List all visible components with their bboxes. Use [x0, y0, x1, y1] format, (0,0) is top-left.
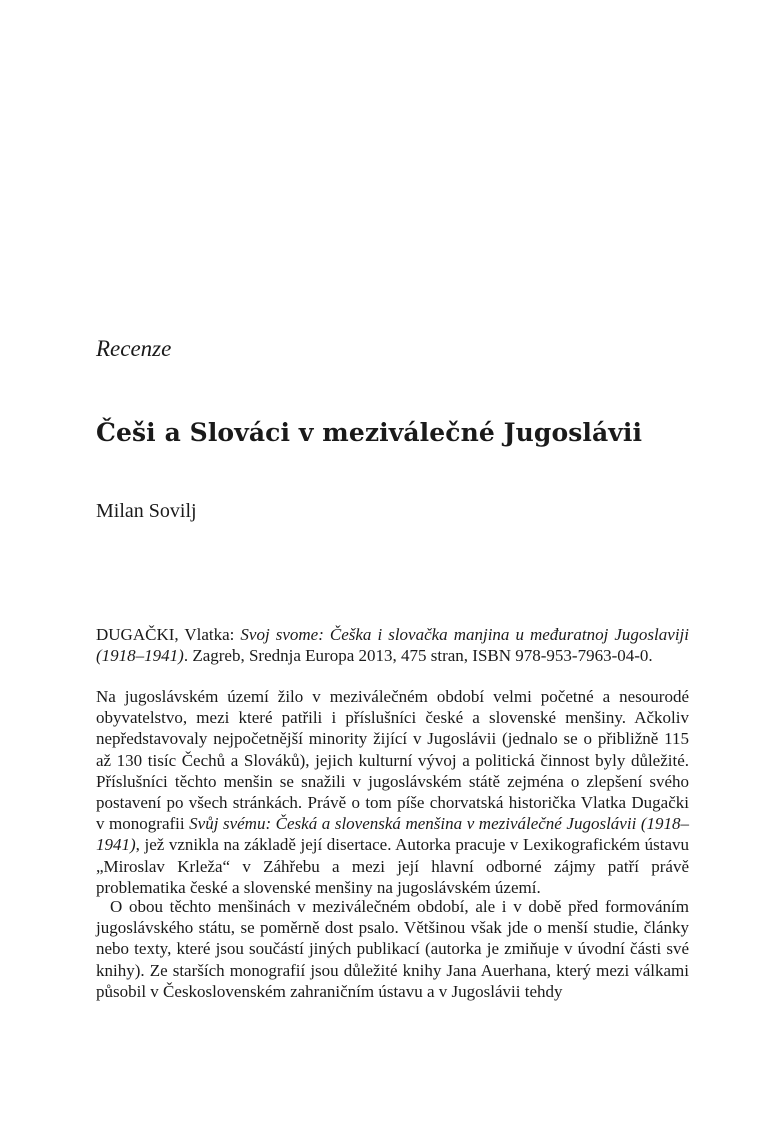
citation-author: DUGAČKI, Vlatka: — [96, 625, 241, 644]
book-citation — [96, 624, 689, 666]
citation-details: . Zagreb, Srednja Europa 2013, 475 stran, ISBN 978-953-7963-04-0. — [183, 646, 653, 666]
article-author: Milan Sovilj — [96, 500, 197, 522]
citation-book-title: Svoj svome: Češka i slovačka manjina u međuratnoj Jugoslaviji (1918–1941) — [96, 625, 689, 666]
paragraph-1-text-after: , jež vznikla na základě její disertace. Autorka pracuje v Lexikografickém ústavu „Miroslav Krleža“ v Záhřebu a mezi její hlavní odborné zájmy patří právě problematika české a slovenské menšiny na jugoslávském území. — [96, 835, 689, 897]
paragraph-1-book-title: Svůj svému: Česká a slovenská menšina v meziválečné Jugoslávii (1918–1941) — [96, 814, 690, 855]
paragraph-2-text: O obou těchto menšinách v meziválečném období, ale i v době před formováním jugoslávského státu, se poměrně dost psalo. Většinou však jde o menší studie, články nebo texty, které jsou součástí jiných publikací (autorka je zmiňuje v úvodní části své knihy). Ze starších monografií jsou důležité knihy Jana Auerhana, který mezi válkami působil v Československém zahraničním ústavu a v Jugoslávii tehdy — [96, 897, 689, 1001]
article-title: Češi a Slováci v meziválečné Jugoslávii — [96, 418, 643, 447]
section-label: Recenze — [96, 336, 172, 361]
body-paragraph-2 — [96, 896, 689, 1002]
body-paragraph-1 — [96, 686, 689, 898]
paragraph-1-text-before: Na jugoslávském území žilo v meziválečném období velmi početné a nesourodé obyvatelstvo, mezi které patřili i příslušníci české a slovenské menšiny. Ačkoliv nepředstavovaly nejpočetnější minority žijící v Jugoslávii (jednalo se o přibližně 115 až 130 tisíc Čechů a Slováků), jejich kulturní vývoj a politická činnost byly důležité. Příslušníci těchto menšin se snažili v jugoslávském státě zejména o zlepšení svého postavení po všech stránkách. Právě o tom píše chorvatská historička Vlatka Dugački v monografii — [96, 687, 689, 834]
